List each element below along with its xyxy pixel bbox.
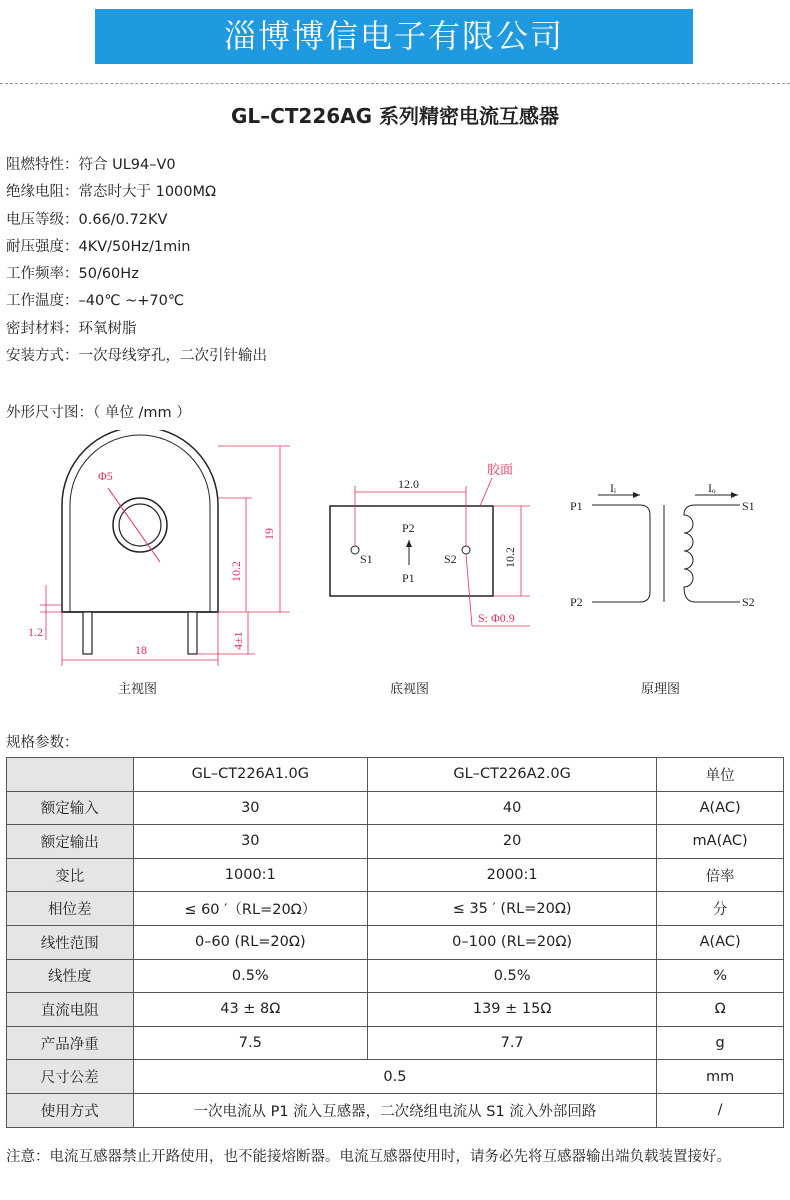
table-row xyxy=(7,825,784,859)
product-title: GL–CT226AG 系列精密电流互感器 xyxy=(230,104,560,128)
pin-spacing-label: 12.0 xyxy=(398,477,419,491)
row-label: 线性度 xyxy=(7,959,134,993)
row-model-1: 0–60 (RL=20Ω) xyxy=(133,925,367,959)
header-label xyxy=(7,758,134,792)
row-label: 额定输入 xyxy=(7,791,134,825)
principle-caption: 原理图 xyxy=(641,681,681,696)
row-unit: Ω xyxy=(657,993,784,1027)
principle-s1: S1 xyxy=(742,499,755,513)
hole-dia-label: Φ5 xyxy=(98,469,113,483)
spec-item: 工作频率：50/60Hz xyxy=(6,266,139,283)
company-banner: 淄博博信电子有限公司 xyxy=(95,9,693,64)
row-unit: 分 xyxy=(657,892,784,926)
table-row xyxy=(7,1060,784,1094)
row-model-2: 20 xyxy=(368,825,657,859)
header-model-2: GL–CT226A2.0G xyxy=(368,758,657,792)
pin-length-label: 4±1 xyxy=(231,631,245,650)
bottom-s1: S1 xyxy=(360,552,373,566)
front-view xyxy=(28,430,290,696)
bottom-p2: P2 xyxy=(402,521,415,535)
row-model-2: ≤ 35 ′ (RL=20Ω) xyxy=(368,892,657,926)
header-model-1: GL–CT226A1.0G xyxy=(133,758,367,792)
bottom-view-caption: 底视图 xyxy=(390,681,430,696)
table-row xyxy=(7,959,784,993)
spec-item: 阻燃特性：符合 UL94–V0 xyxy=(6,157,176,173)
row-unit: / xyxy=(657,1093,784,1127)
spec-item: 安装方式：一次母线穿孔，二次引针输出 xyxy=(6,348,267,365)
row-unit: mA(AC) xyxy=(657,825,784,859)
bottom-p1: P1 xyxy=(402,571,415,585)
header-unit: 单位 xyxy=(657,758,784,792)
row-unit: g xyxy=(657,1026,784,1060)
width-label: 18 xyxy=(135,643,147,657)
row-unit: mm xyxy=(657,1060,784,1094)
table-row xyxy=(7,858,784,892)
spec-item: 工作温度：–40℃ ~+70℃ xyxy=(6,293,185,310)
principle-io: Iₒ xyxy=(708,481,716,495)
pin-dia-label: S: Φ0.9 xyxy=(478,611,515,625)
pin-offset-label: 1.2 xyxy=(28,625,43,639)
row-label: 额定输出 xyxy=(7,825,134,859)
row-model-1: 30 xyxy=(133,791,367,825)
row-unit: A(AC) xyxy=(657,925,784,959)
params-heading: 规格参数： xyxy=(6,735,79,751)
dimension-heading: 外形尺寸图：（ 单位 /mm ） xyxy=(6,405,191,421)
row-model-1: 0.5% xyxy=(133,959,367,993)
spec-item: 密封材料：环氧树脂 xyxy=(6,320,137,337)
row-unit: % xyxy=(657,959,784,993)
row-label: 尺寸公差 xyxy=(7,1060,134,1094)
table-row xyxy=(7,892,784,926)
row-unit: A(AC) xyxy=(657,791,784,825)
spec-item: 电压等级：0.66/0.72KV xyxy=(6,211,168,228)
row-merged-value: 0.5 xyxy=(133,1060,657,1094)
principle-view xyxy=(570,481,755,696)
table-row xyxy=(7,791,784,825)
row-label: 直流电阻 xyxy=(7,993,134,1027)
height-total-label: 19 xyxy=(262,528,276,540)
divider xyxy=(0,83,790,84)
row-model-1: 30 xyxy=(133,825,367,859)
row-model-2: 0–100 (RL=20Ω) xyxy=(368,925,657,959)
table-row xyxy=(7,1026,784,1060)
table-row xyxy=(7,1093,784,1127)
row-model-1: ≤ 60 ′（RL=20Ω） xyxy=(133,892,367,926)
principle-p2: P2 xyxy=(570,595,583,609)
row-model-1: 7.5 xyxy=(133,1026,367,1060)
row-model-2: 7.7 xyxy=(368,1026,657,1060)
row-model-2: 40 xyxy=(368,791,657,825)
table-row xyxy=(7,993,784,1027)
row-merged-value: 一次电流从 P1 流入互感器，二次绕组电流从 S1 流入外部回路 xyxy=(133,1093,657,1127)
row-label: 使用方式 xyxy=(7,1093,134,1127)
params-table xyxy=(6,757,784,1128)
row-unit: 倍率 xyxy=(657,858,784,892)
principle-s2: S2 xyxy=(742,595,755,609)
height-body-label: 10.2 xyxy=(229,561,243,582)
bottom-height-label: 10.2 xyxy=(503,547,517,568)
row-model-2: 139 ± 15Ω xyxy=(368,993,657,1027)
row-label: 相位差 xyxy=(7,892,134,926)
row-model-2: 2000:1 xyxy=(368,858,657,892)
table-row xyxy=(7,925,784,959)
row-label: 线性范围 xyxy=(7,925,134,959)
bottom-s2: S2 xyxy=(444,552,457,566)
spec-item: 绝缘电阻：常态时大于 1000MΩ xyxy=(6,184,217,201)
row-label: 产品净重 xyxy=(7,1026,134,1060)
row-model-2: 0.5% xyxy=(368,959,657,993)
dimension-drawings xyxy=(0,430,790,715)
warning-note: 注意：电流互感器禁止开路使用，也不能接熔断器。电流互感器使用时，请务必先将互感器输出端负载装置接好。 xyxy=(6,1149,731,1165)
row-label: 变比 xyxy=(7,858,134,892)
spec-list xyxy=(6,152,267,370)
glue-label: 胶面 xyxy=(487,462,514,477)
table-header-row xyxy=(7,758,784,792)
front-view-caption: 主视图 xyxy=(118,681,158,696)
row-model-1: 1000:1 xyxy=(133,858,367,892)
principle-p1: P1 xyxy=(570,499,583,513)
row-model-1: 43 ± 8Ω xyxy=(133,993,367,1027)
spec-item: 耐压强度：4KV/50Hz/1min xyxy=(6,238,191,255)
principle-ii: Iᵢ xyxy=(610,481,616,495)
bottom-view xyxy=(330,462,530,696)
